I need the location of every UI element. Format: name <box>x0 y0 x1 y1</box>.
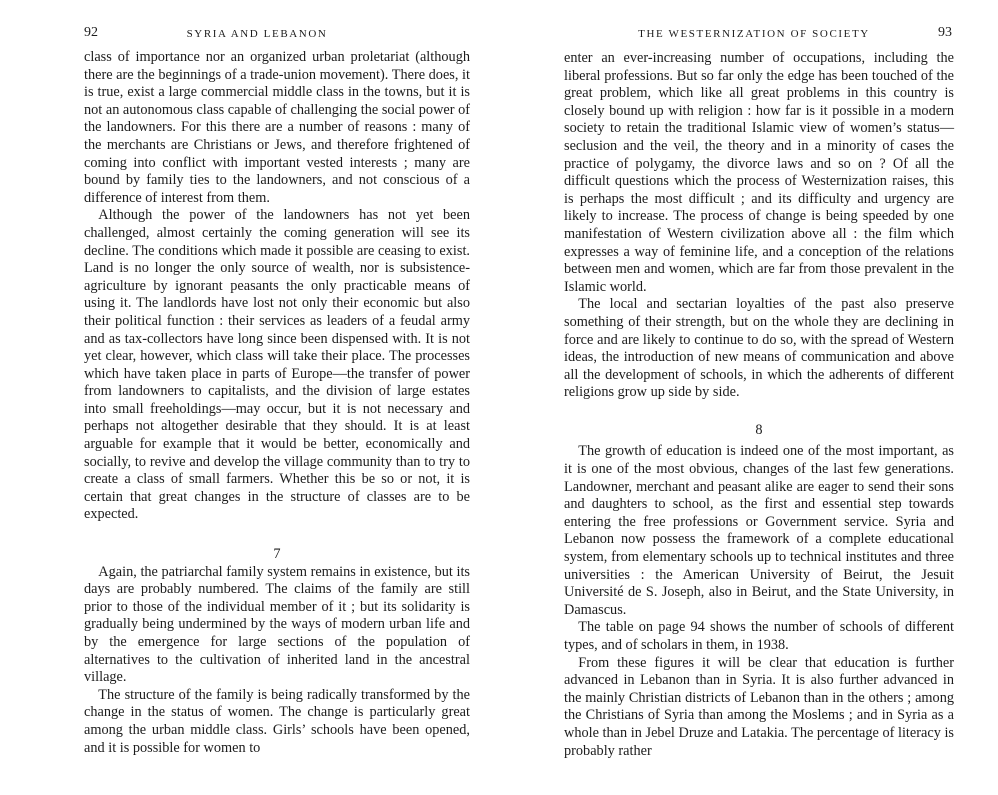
right-section-number: 8 <box>755 421 763 438</box>
left-paragraph-4: The structure of the family is being radically transformed by the change in the status of women. The change is particularly great among the urban middle class. Girls’ schools have been opened, and it is possible for women to <box>84 686 470 756</box>
left-body <box>84 49 470 757</box>
right-body <box>564 50 954 760</box>
right-paragraph-4: The table on page 94 shows the number of schools of different types, and of scholars in them, in 1938. <box>564 619 954 653</box>
right-page-number: 93 <box>938 25 952 40</box>
left-paragraph-2: Although the power of the landowners has not yet been challenged, almost certainly the coming generation will see its decline. The conditions which made it possible are ceasing to exist. Land is no longer the only source of wealth, nor is subsistence-agriculture by ignorant peasants the only practicable means of using it. The landlords have lost not only their economic but also their political function : their services as leaders of a feudal army and as tax-collectors have long since been dispensed with. It is not yet clear, however, which class will take their place. The processes which have taken place in parts of Europe—the transfer of power from landowners to capitalists, and the division of large estates into small freeholdings—may occur, but it is not necessary and perhaps not altogether desirable that they should. It is at least arguable for example that it would be better, economically and socially, to revive and develop the village community than to try to create a class of small farmers. Whether this be so or not, it is certain that great changes in the structure of classes are to be expected. <box>84 207 470 523</box>
left-running-title: SYRIA AND LEBANON <box>186 28 328 40</box>
right-paragraph-1: enter an ever-increasing number of occupations, including the liberal professions. But so far only the edge has been touched of the great problem, which like all great problems in this country is closely bound up with religion : how far is it possible in a modern society to retain the traditional Islamic view of women’s status—seclusion and the veil, the theory and in a minority of cases the practice of polygamy, the divorce laws and so on ? Of all the difficult questions which the process of Westernization raises, this is perhaps the most difficult ; and its difficulty and urgency are likely to increase. The process of change is being speeded by one manifestation of Western civilization above all : the film which expresses a way of feminine life, and a conception of the relations between men and women, which are far from those prevalent in the Islamic world. <box>564 50 954 295</box>
left-paragraph-1: class of importance nor an organized urban proletariat (although there are the beginnings of a trade-union movement). There does, it is true, exist a large commercial middle class in the towns, but it is not an autonomous class capable of challenging the social power of the landowners. For this there are a number of reasons : many of the merchants are Christians or Jews, and therefore frightened of coming into conflict with important vested interests ; many are bound by family ties to the landowners, and not conscious of a difference of interest from them. <box>84 49 470 206</box>
left-running-head <box>84 27 470 45</box>
left-page <box>84 0 470 795</box>
left-paragraph-3: Again, the patriarchal family system remains in existence, but its days are probably numbered. The claims of the family are still prior to those of the individual member of it ; but its solidarity is gradually being undermined by the ways of modern urban life and by the emergence for large sections of the population of alternatives to the cultivation of inherited land in the ancestral village. <box>84 563 470 686</box>
right-paragraph-5: From these figures it will be clear that education is further advanced in Lebanon than in Syria. It is also further advanced in the mainly Christian districts of Lebanon than in the others ; among the Christians of Syria than among the Moslems ; and in Syria as a whole than in Jebel Druze and Latakia. The percentage of literacy is probably rather <box>564 654 954 759</box>
right-page <box>564 0 954 795</box>
left-page-number: 92 <box>84 25 98 40</box>
right-paragraph-2: The local and sectarian loyalties of the past also preserve something of their strength, but on the whole they are declining in force and are likely to continue to do so, with the spread of Western ideas, the introduction of new means of communication and above all the development of schools, in which the adherents of different religions grow up side by side. <box>564 296 954 401</box>
left-section-number: 7 <box>273 546 281 563</box>
right-paragraph-3: The growth of education is indeed one of the most important, as it is one of the most obvious, changes of the last few generations. Landowner, merchant and peasant alike are eager to send their sons and daughters to school, as the first and essential step towards entering the free professions or Government service. Syria and Lebanon now possess the framework of a complete educational system, from elementary schools up to technical institutes and three universities : the American University of Beirut, the Jesuit Université de S. Joseph, also in Beirut, and the State University, in Damascus. <box>564 443 954 618</box>
right-running-head <box>564 27 954 45</box>
right-running-title: THE WESTERNIZATION OF SOCIETY <box>638 28 870 40</box>
